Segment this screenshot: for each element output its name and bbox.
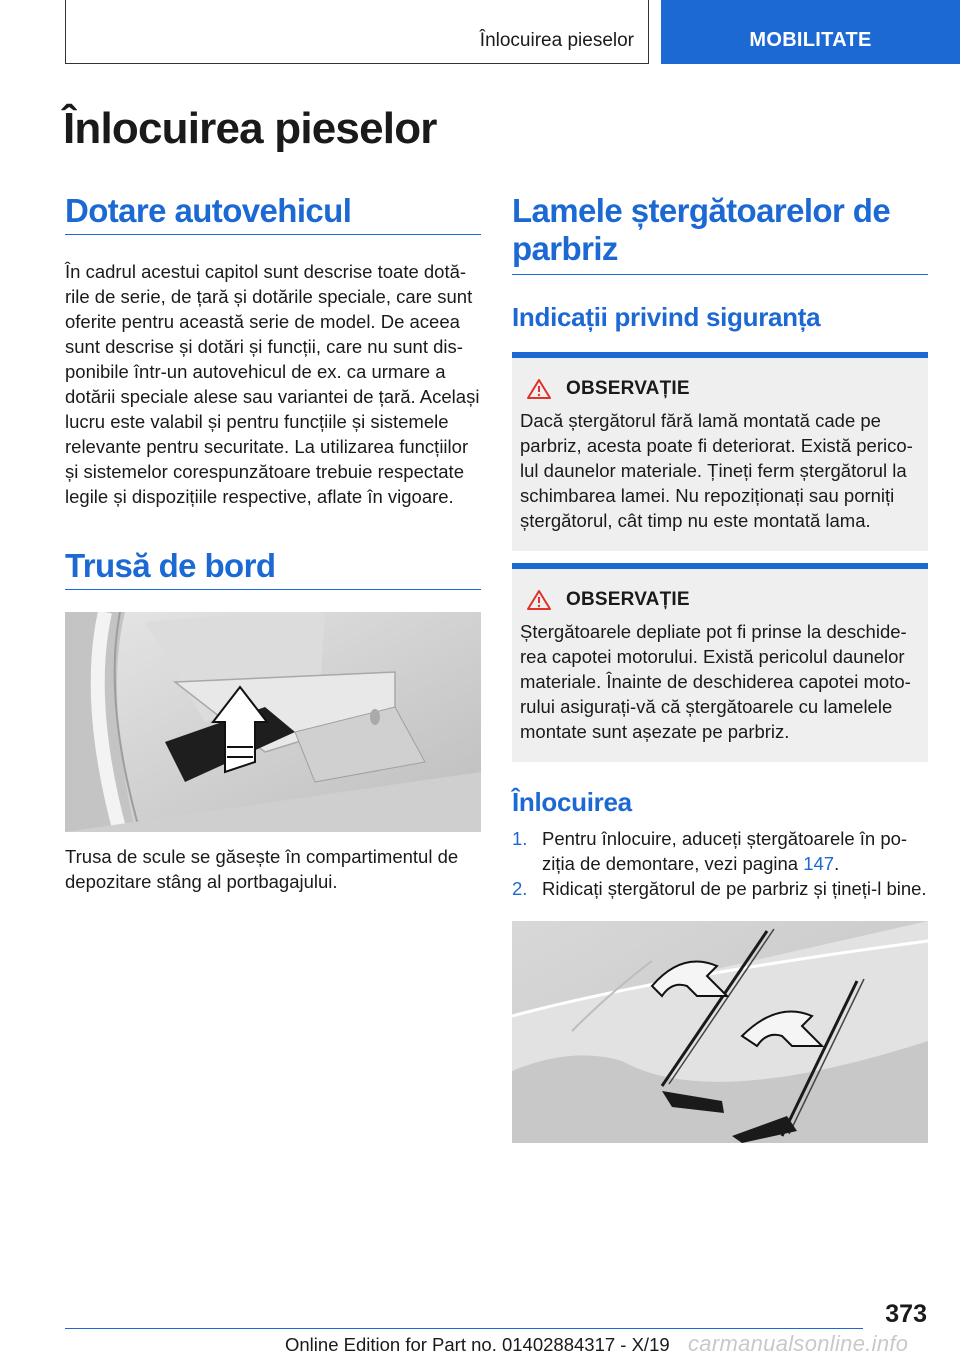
left-column	[65, 192, 481, 894]
list-item	[512, 826, 928, 876]
toolkit-photo	[65, 612, 481, 832]
header-section-box	[65, 0, 649, 64]
footer-divider	[65, 1328, 863, 1329]
warning-triangle-icon	[526, 378, 552, 400]
page-number: 373	[885, 1300, 927, 1328]
watermark: carmanualsonline.info	[688, 1331, 909, 1356]
warning-text: Ștergătoarele depliate pot fi prinse la deschiderea capotei motorului. Există pericolul daunelor materiale. Înainte de deschiderea capotei motorului asigurați-vă că ștergătoarele cu lamelele montate sunt așezate pe parbriz.	[520, 621, 911, 742]
step-text-after: .	[834, 853, 840, 874]
warning-header	[520, 589, 920, 611]
section-heading-toolkit: Trusă de bord	[65, 547, 481, 590]
wiper-photo	[512, 921, 928, 1143]
warning-triangle-icon	[526, 589, 552, 611]
section-heading-equipment: Dotare autovehicul	[65, 192, 481, 235]
safety-heading: Indicații privind siguranța	[512, 302, 821, 332]
toolkit-caption: Trusa de scule se găsește în compartimentul de depozitare stâng al portbagajului.	[65, 846, 459, 892]
right-column	[512, 192, 928, 1143]
warning-label: OBSERVAȚIE	[566, 378, 690, 399]
equipment-paragraph: În cadrul acestui capitol sunt descrise toate dotările de serie, de țară și dotările speciale, care sunt oferite pentru această serie de model. De aceea sunt descrise și dotări și funcții, care nu sunt disponibile într-un autovehicul de ex. ca urmare a dotării speciale alese sau variantei de țară. Același lucru este valabil și pentru funcțiile și sistemele relevante pentru securitate. La utilizarea funcțiilor și sistemelor corespunzătoare trebuie respectate legile și dispozițiile respective, aflate în vigoare.	[65, 261, 480, 507]
header-chapter-tab[interactable]: MOBILITATE	[661, 0, 960, 64]
step-number: 1.	[512, 828, 528, 849]
footer-edition: Online Edition for Part no. 01402884317 - X/19	[285, 1334, 670, 1355]
step-text-before: Pentru înlocuire, aduceți ștergătoarele în poziția de demontare, vezi pagina	[542, 828, 908, 874]
wiper-illustration	[512, 921, 928, 1143]
step-text: Ridicați ștergătorul de pe parbriz și țineți-l bine.	[542, 878, 927, 899]
page-reference-link[interactable]: 147	[803, 853, 835, 874]
replace-heading: Înlocuirea	[512, 787, 632, 817]
toolkit-illustration	[65, 612, 481, 832]
warning-box-1	[512, 352, 928, 551]
warning-box-2	[512, 563, 928, 762]
warning-label: OBSERVAȚIE	[566, 589, 690, 610]
header-section-title: Înlocuirea pieselor	[479, 30, 634, 51]
step-number: 2.	[512, 878, 528, 899]
replace-steps-list	[512, 826, 928, 901]
warning-header	[520, 378, 920, 400]
list-item	[512, 876, 928, 901]
warning-text: Dacă ștergătorul fără lamă montată cade pe parbriz, acesta poate fi deteriorat. Există pericolul daunelor materiale. Țineți ferm ștergătorul la schimbarea lamei. Nu repoziționați sau porniți ștergătorul, cât timp nu este montată lama.	[520, 410, 913, 531]
page-title: Înlocuirea pieselor	[63, 104, 437, 153]
step-text	[542, 826, 928, 876]
section-heading-wiper-blades: Lamele ștergătoarelor de parbriz	[512, 192, 928, 275]
